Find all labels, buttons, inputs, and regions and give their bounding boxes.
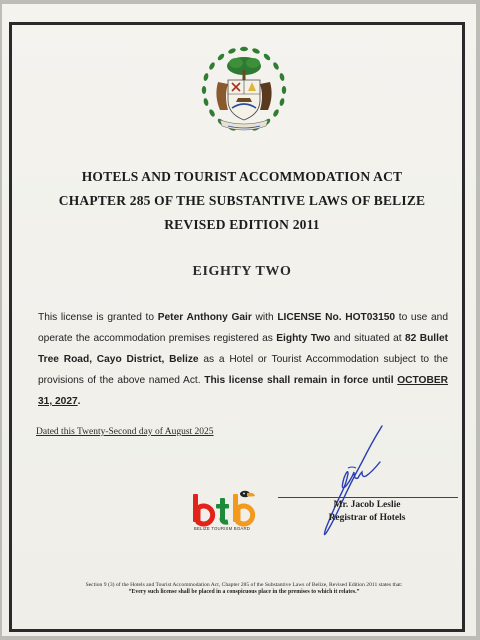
- license-end: .: [77, 396, 81, 407]
- btb-caption: BELIZE TOURISM BOARD: [193, 526, 251, 531]
- act-title-line-2: CHAPTER 285 OF THE SUBSTANTIVE LAWS OF BELIZE: [58, 193, 426, 208]
- license-certificate: [2, 4, 476, 636]
- act-title-line-1: HOTELS AND TOURIST ACCOMMODATION ACT: [81, 169, 403, 184]
- premises-name: Eighty Two: [276, 333, 331, 344]
- license-text-1: This license is granted to: [38, 312, 158, 323]
- act-title-line-3: REVISED EDITION 2011: [164, 217, 320, 232]
- license-number: LICENSE No. HOT03150: [277, 312, 396, 323]
- validity-statement: This license shall remain in force until: [204, 375, 398, 386]
- registrar-signature: [302, 422, 392, 552]
- footnote-statute: Section 9 (3) of the Hotels and Tourist Accommodation Act, Chapter 285 of the Substantive Laws of Belize, Revised Edition 2011 states that:: [85, 582, 403, 588]
- establishment-name: EIGHTY TWO: [192, 264, 292, 279]
- footnote-quote: “Every such license shall be placed in a conspicuous place in the premises to which it relates.”: [128, 589, 360, 595]
- premises-address: 82 Bullet Tree Road, Cayo District, Belize: [38, 333, 449, 365]
- expiry-date: OCTOBER 31, 2027: [38, 375, 448, 407]
- registrar-name: Mr. Jacob Leslie: [333, 500, 401, 510]
- dated-line: Dated this Twenty-Second day of August 2025: [36, 427, 214, 437]
- license-text-3: to use and operate the accommodation premises registered as: [38, 312, 449, 344]
- belize-coat-of-arms-icon: [198, 44, 290, 136]
- license-text-2: with: [251, 312, 278, 323]
- license-text-5: as a Hotel or Tourist Accommodation subject to the provisions of the above named Act.: [38, 354, 448, 386]
- registrar-title: Registrar of Hotels: [328, 513, 406, 523]
- license-text-4: and situated at: [330, 333, 406, 344]
- licensee-name: Peter Anthony Gair: [157, 312, 252, 323]
- license-body: [38, 307, 448, 412]
